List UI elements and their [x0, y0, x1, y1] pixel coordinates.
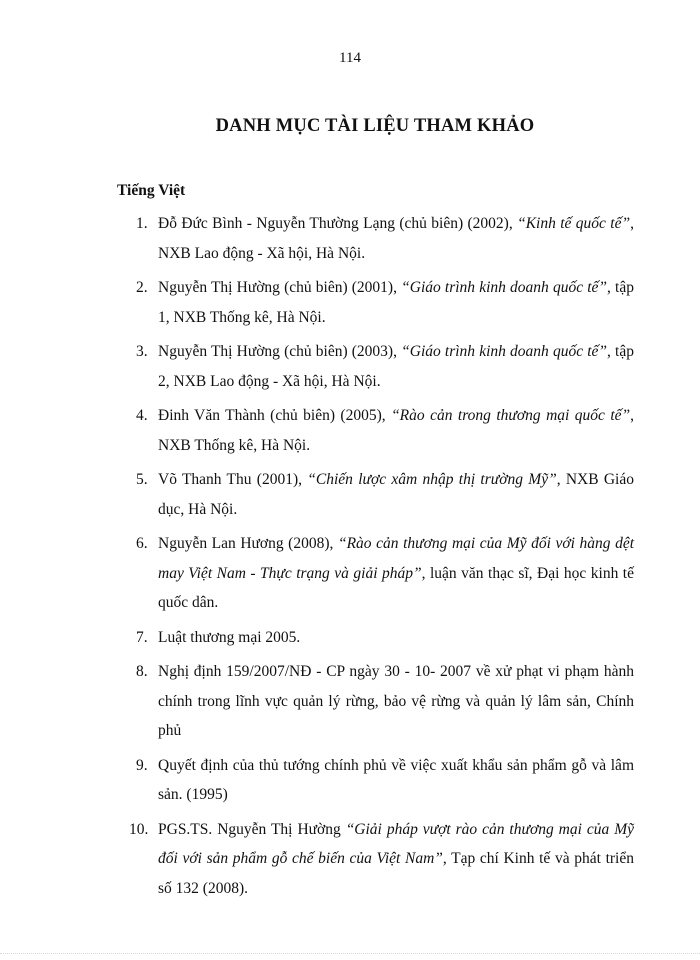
reference-number: 8.	[136, 663, 148, 680]
reference-item	[132, 465, 634, 524]
page-number: 114	[339, 50, 361, 66]
reference-item	[132, 401, 634, 460]
section-heading: Tiếng Việt	[117, 182, 186, 199]
reference-item	[132, 273, 634, 332]
reference-title: “Chiến lược xâm nhập thị trường Mỹ”	[307, 471, 557, 488]
reference-number: 7.	[136, 628, 148, 646]
reference-number: 9.	[136, 756, 148, 774]
page-bottom-divider	[0, 953, 700, 954]
reference-item	[132, 337, 634, 396]
reference-text: Quyết định của thủ tướng chính phủ về việc xuất khẩu sản phẩm gỗ và lâm sản. (1995)	[158, 756, 634, 803]
reference-number: 4.	[136, 407, 148, 424]
reference-text: Nguyễn Thị Hường (chủ biên) (2001),	[158, 279, 402, 296]
reference-publisher: , NXB Thống kê, Hà Nội.	[158, 407, 634, 454]
reference-title: “Rào cản trong thương mại quốc tế”	[391, 407, 631, 424]
reference-publisher: , NXB Giáo dục, Hà Nội.	[158, 471, 634, 518]
reference-list	[129, 209, 635, 908]
reference-text: Nghị định 159/2007/NĐ - CP ngày 30 - 10- 2007 về xử phạt vi phạm hành chính trong lĩnh vực quản lý rừng, bảo vệ rừng và quản lý lâm sản, Chính phủ	[158, 663, 634, 739]
reference-text: PGS.TS. Nguyễn Thị Hường	[158, 820, 346, 838]
reference-title: “Kinh tế quốc tế”	[517, 215, 631, 232]
reference-item	[132, 209, 634, 268]
reference-text: Võ Thanh Thu (2001),	[158, 471, 308, 488]
reference-text: Nguyễn Thị Hường (chủ biên) (2003),	[158, 343, 402, 360]
page-title: DANH MỤC TÀI LIỆU THAM KHẢO	[215, 116, 535, 136]
reference-text: Đỗ Đức Bình - Nguyễn Thường Lạng (chủ biên) (2002),	[158, 215, 518, 232]
reference-number: 6.	[136, 535, 148, 552]
reference-text: Luật thương mại 2005.	[158, 628, 301, 646]
reference-number: 5.	[136, 471, 148, 488]
reference-publisher: , luận văn thạc sĩ, Đại học kinh tế quốc dân.	[158, 564, 634, 611]
reference-number: 2.	[136, 279, 148, 296]
reference-number: 10.	[129, 820, 149, 838]
reference-text: Nguyễn Lan Hương (2008),	[158, 535, 338, 552]
reference-publisher: , Tạp chí Kinh tế và phát triển số 132 (2008).	[158, 850, 634, 897]
reference-number: 3.	[136, 343, 148, 360]
reference-item	[129, 815, 634, 904]
reference-publisher: , tập 2, NXB Lao động - Xã hội, Hà Nội.	[158, 343, 634, 390]
reference-item	[132, 657, 634, 746]
reference-publisher: , NXB Lao động - Xã hội, Hà Nội.	[158, 215, 634, 262]
reference-item	[132, 751, 634, 810]
reference-publisher: , tập 1, NXB Thống kê, Hà Nội.	[158, 279, 634, 326]
reference-title: “Giáo trình kinh doanh quốc tế”	[401, 343, 608, 360]
reference-number: 1.	[136, 215, 148, 232]
reference-title: “Rào cản thương mại của Mỹ đối với hàng dệt may Việt Nam - Thực trạng và giải pháp”	[158, 535, 635, 582]
reference-title: “Giáo trình kinh doanh quốc tế”	[401, 279, 608, 296]
reference-title: “Giải pháp vượt rào cản thương mại của Mỹ đối với sản phẩm gỗ chế biến của Việt Nam”	[158, 820, 634, 867]
reference-item	[132, 529, 634, 618]
reference-item	[132, 623, 634, 653]
reference-text: Đinh Văn Thành (chủ biên) (2005),	[158, 407, 392, 424]
